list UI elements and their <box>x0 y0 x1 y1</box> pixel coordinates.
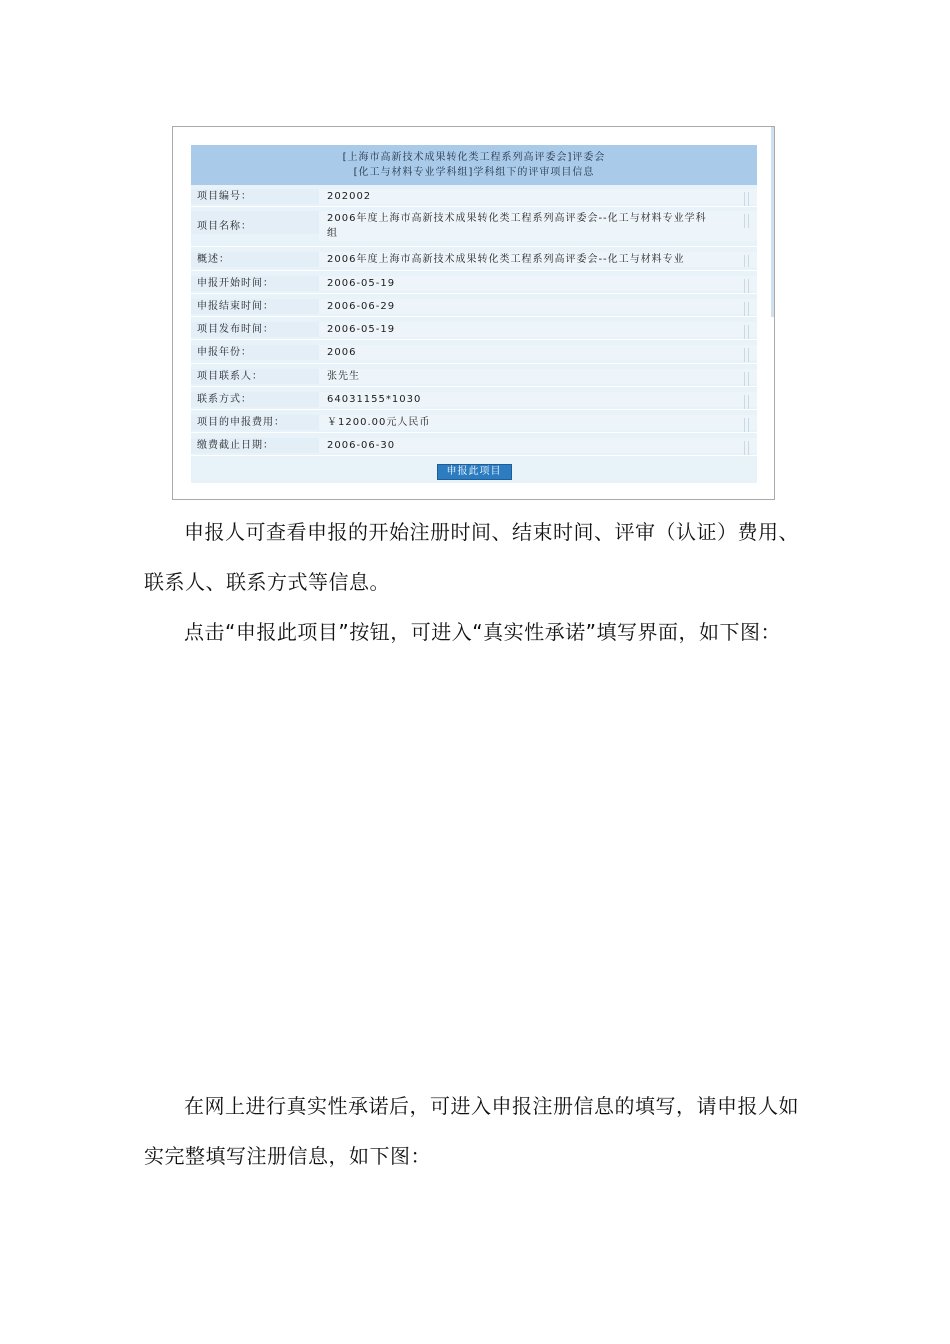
apply-project-button[interactable]: 申报此项目 <box>437 464 512 480</box>
field-value: 2006-06-30 <box>319 438 757 453</box>
paragraph-view-info: 申报人可查看申报的开始注册时间、结束时间、评审（认证）费用、联系人、联系方式等信息。 <box>144 520 799 594</box>
field-value: 202002 <box>319 189 757 204</box>
header-line-1: [上海市高新技术成果转化类工程系列高评委会]评委会 <box>342 152 606 163</box>
field-label: 项目的申报费用： <box>191 415 319 430</box>
field-value: 2006年度上海市高新技术成果转化类工程系列高评委会--化工与材料专业 <box>319 252 757 267</box>
scrollbar[interactable] <box>771 127 774 317</box>
paragraph-after-commitment: 在网上进行真实性承诺后，可进入申报注册信息的填写，请申报人如实完整填写注册信息，如下图： <box>144 1094 799 1168</box>
header-line-2: [化工与材料专业学科组]学科组下的评审项目信息 <box>353 167 595 178</box>
row-summary <box>191 247 757 271</box>
row-project-number <box>191 185 757 207</box>
field-label: 申报年份： <box>191 345 319 360</box>
project-info-panel <box>191 145 757 483</box>
field-value: ￥1200.00元人民币 <box>319 415 757 430</box>
row-contact-person <box>191 364 757 387</box>
field-label: 概述： <box>191 252 319 267</box>
field-value: 张先生 <box>319 369 757 384</box>
field-value: 64031155*1030 <box>319 392 757 407</box>
field-label: 项目名称： <box>191 211 319 234</box>
field-value: 2006 <box>319 345 757 360</box>
button-row <box>191 456 757 480</box>
row-payment-deadline <box>191 433 757 456</box>
row-year <box>191 340 757 364</box>
field-label: 缴费截止日期： <box>191 438 319 453</box>
screenshot-frame <box>172 126 775 500</box>
field-label: 项目发布时间： <box>191 322 319 337</box>
panel-header <box>191 145 757 185</box>
field-label: 申报开始时间： <box>191 276 319 291</box>
field-value: 2006年度上海市高新技术成果转化类工程系列高评委会--化工与材料专业学科组 <box>319 211 757 241</box>
field-value: 2006-05-19 <box>319 276 757 291</box>
paragraph-click-apply: 点击“申报此项目”按钮，可进入“真实性承诺”填写界面，如下图： <box>184 620 781 644</box>
field-label: 申报结束时间： <box>191 299 319 314</box>
row-publish-time <box>191 317 757 340</box>
row-contact-method <box>191 387 757 410</box>
field-label: 项目联系人： <box>191 369 319 384</box>
row-project-name <box>191 207 757 247</box>
field-value: 2006-06-29 <box>319 299 757 314</box>
info-rows <box>191 185 757 480</box>
row-start-time <box>191 271 757 294</box>
field-value: 2006-05-19 <box>319 322 757 337</box>
field-label: 项目编号： <box>191 189 319 204</box>
row-end-time <box>191 294 757 317</box>
field-label: 联系方式： <box>191 392 319 407</box>
row-fee <box>191 410 757 433</box>
